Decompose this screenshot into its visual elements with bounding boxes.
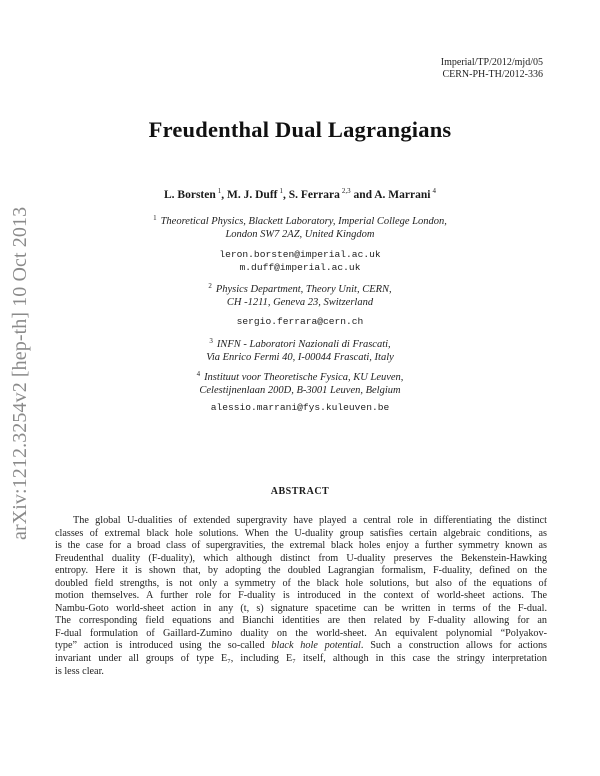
affiliation-line: Instituut voor Theoretische Fysica, KU Leuven, bbox=[204, 372, 404, 383]
paper-title: Freudenthal Dual Lagrangians bbox=[148, 117, 452, 142]
abstract-line: classes of extremal black hole solutions. When the U-duality group satisfies certain algebraic conditions, as bbox=[55, 527, 547, 539]
author-affil-mark: 1 bbox=[217, 187, 222, 195]
affiliation-line: CH -1211, Geneva 23, Switzerland bbox=[226, 297, 374, 308]
emails-affiliation-1 bbox=[0, 249, 600, 274]
affiliation-number: 4 bbox=[196, 370, 201, 378]
affiliation-line: Physics Department, Theory Unit, CERN, bbox=[215, 284, 392, 295]
abstract-line: Nambu-Goto world-sheet action in any (t, s) signature spacetime can be written in terms of the F-dual. bbox=[55, 602, 547, 614]
email-link[interactable]: m.duff@imperial.ac.uk bbox=[239, 261, 361, 273]
abstract-line: Freudenthal duality (F-duality), which although distinct from U-duality preserves the Bekenstein-Hawking bbox=[55, 552, 547, 564]
author-list bbox=[0, 187, 600, 201]
affiliation-line: Via Enrico Fermi 40, I-00044 Frascati, Italy bbox=[206, 352, 394, 363]
affiliation-2 bbox=[0, 280, 600, 309]
abstract-line: F-dual formulation of Gaillard-Zumino duality on the world-sheet. An equivalent polynomial “Polyakov- bbox=[55, 627, 547, 639]
author-separator: , bbox=[221, 189, 228, 201]
email-link[interactable]: alessio.marrani@fys.kuleuven.be bbox=[210, 402, 390, 413]
author-name: S. Ferrara bbox=[288, 189, 340, 201]
author-separator: and bbox=[350, 189, 375, 201]
affiliation-1 bbox=[0, 212, 600, 241]
affiliation-4 bbox=[0, 368, 600, 397]
affiliation-number: 1 bbox=[153, 214, 157, 222]
report-id-imperial: Imperial/TP/2012/mjd/05 bbox=[440, 57, 543, 68]
affiliation-number: 2 bbox=[208, 282, 212, 290]
emails-affiliation-2 bbox=[0, 316, 600, 329]
abstract-text bbox=[55, 515, 547, 678]
author-name: A. Marrani bbox=[374, 189, 431, 201]
abstract-line: entropy. Here it is shown that, by adopting the doubled Lagrangian formalism, F-duality, defined on the bbox=[55, 565, 547, 577]
abstract-heading: ABSTRACT bbox=[270, 486, 330, 497]
report-numbers bbox=[441, 57, 543, 81]
abstract-line: invariant under all groups of type E₇, including E₇ itself, although in this case the stringy interpretation bbox=[55, 653, 547, 665]
author-affil-mark: 1 bbox=[279, 187, 283, 195]
affiliation-line: London SW7 2AZ, United Kingdom bbox=[225, 229, 375, 240]
abstract-line: doubled field strengths, is not only a symmetry of the black hole solutions, but also of the equations of bbox=[55, 577, 547, 589]
email-link[interactable]: leron.borsten@imperial.ac.uk bbox=[219, 249, 381, 260]
author-name: L. Borsten bbox=[164, 189, 216, 201]
email-link[interactable]: sergio.ferrara@cern.ch bbox=[236, 316, 364, 327]
author-affil-mark: 2,3 bbox=[341, 187, 351, 195]
affiliation-line: Theoretical Physics, Blackett Laboratory, Imperial College London, bbox=[160, 216, 447, 227]
abstract-line: The corresponding field equations and Bianchi identities are then related by F-duality allowing for an bbox=[55, 615, 547, 627]
arxiv-identifier-stamp: arXiv:1212.3254v2 [hep-th] 10 Oct 2013 bbox=[9, 206, 31, 540]
author-affil-mark: 4 bbox=[432, 187, 436, 195]
italic-phrase: black hole potential bbox=[271, 640, 361, 652]
abstract-line: motion themselves. A further role for F-duality is introduced in the context of world-sheet actions. The bbox=[55, 590, 547, 602]
abstract-line: is less clear. bbox=[55, 665, 104, 677]
affiliation-3 bbox=[0, 335, 600, 364]
affiliation-line: Celestijnenlaan 200D, B-3001 Leuven, Belgium bbox=[199, 385, 401, 396]
author-name: M. J. Duff bbox=[227, 189, 278, 201]
abstract-line: is the case for a broad class of supergravities, the extremal black holes enjoy a further symmetry known as bbox=[55, 540, 547, 552]
report-id-cern: CERN-PH-TH/2012-336 bbox=[442, 69, 543, 80]
affiliation-line: INFN - Laboratori Nazionali di Frascati, bbox=[216, 339, 391, 350]
affiliation-number: 3 bbox=[209, 337, 213, 345]
emails-affiliation-4 bbox=[0, 402, 600, 415]
abstract-line: type” action is introduced using the so-called black hole potential. Such a construction allows for actions bbox=[55, 640, 547, 652]
author-separator: , bbox=[282, 189, 289, 201]
abstract-line: The global U-dualities of extended supergravity have played a central role in differentiating the distinct bbox=[73, 515, 547, 526]
